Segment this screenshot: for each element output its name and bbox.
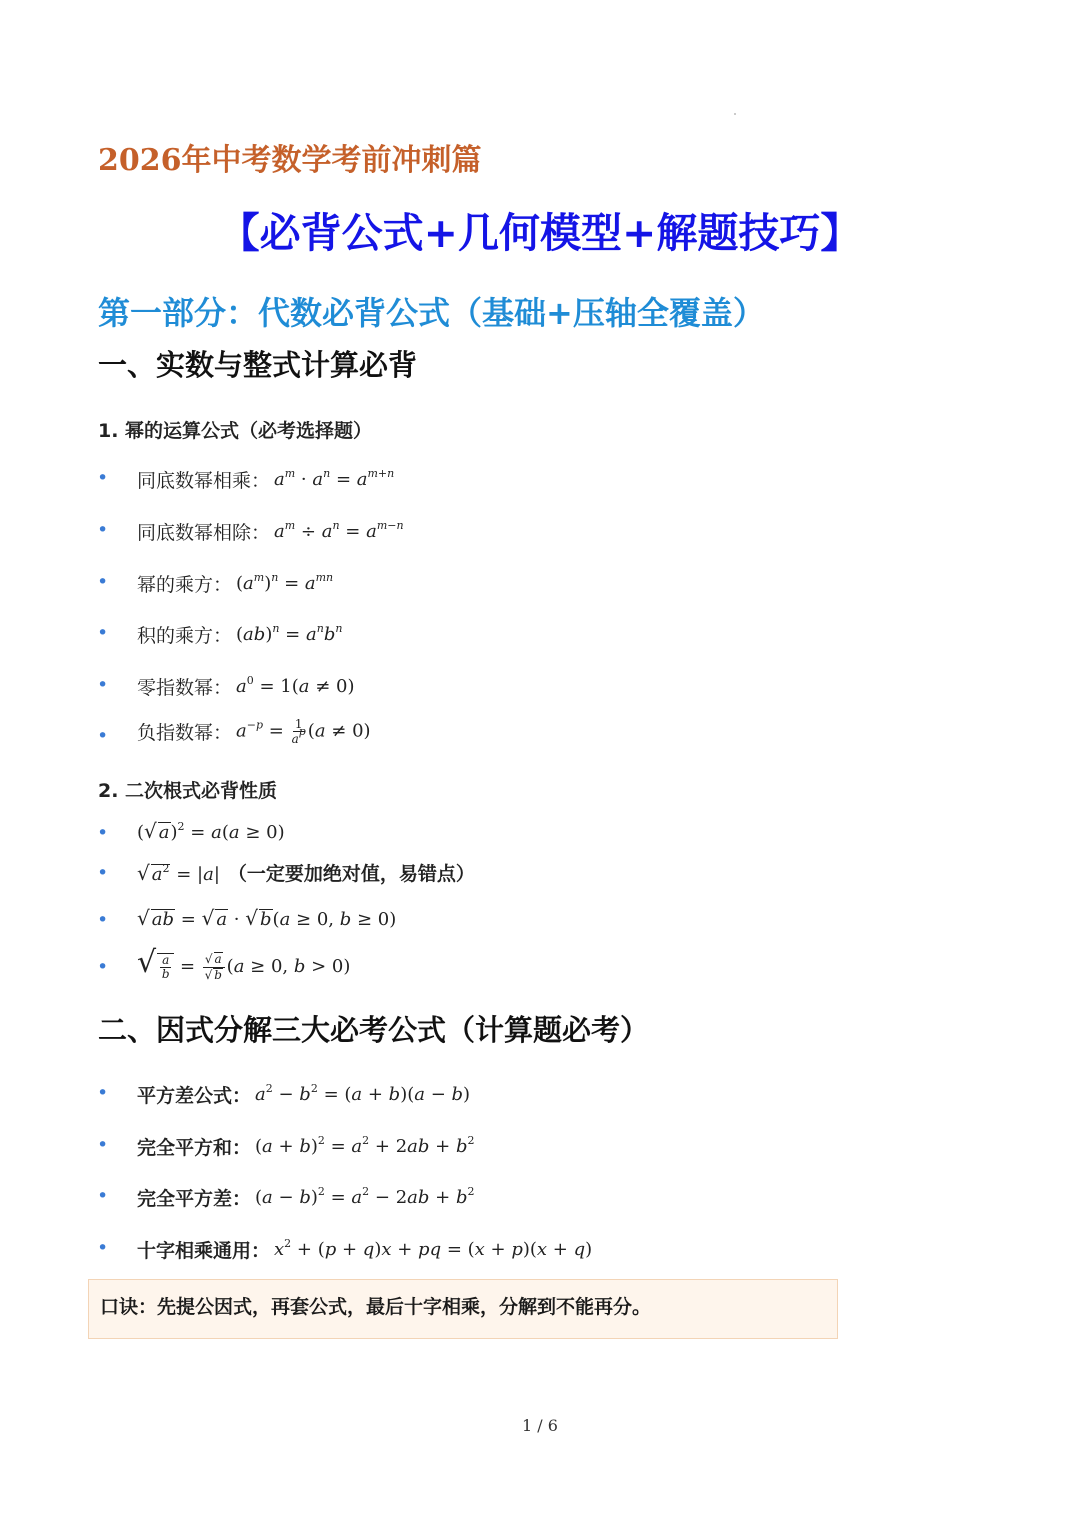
formula-label: 零指数幂： — [137, 677, 233, 699]
formula-label: 同底数幂相乘： — [137, 470, 271, 492]
page-number: 1 / 6 — [522, 1416, 558, 1435]
bullet-icon: • — [97, 1185, 109, 1207]
formula-label: 完全平方差： — [137, 1188, 252, 1210]
list-item — [137, 466, 394, 493]
formula-label: 幂的乘方： — [137, 574, 233, 596]
part-one-heading: 第一部分：代数必背公式（基础+压轴全覆盖） — [98, 294, 765, 332]
formula-power-of-product: $(ab)^n = a^nb^n$ — [236, 622, 343, 645]
bullet-icon: • — [97, 909, 109, 931]
formula-sqrt-squared: (√ a)$^2$ = a(a ≥ 0) — [137, 819, 285, 843]
list-item — [137, 718, 371, 745]
bullet-icon: • — [97, 956, 109, 978]
formula-label: 积的乘方： — [137, 625, 233, 647]
bullet-icon: • — [97, 1082, 109, 1104]
formula-label: 完全平方和： — [137, 1137, 252, 1159]
bullet-icon: • — [97, 622, 109, 644]
list-item — [137, 1184, 474, 1211]
formula-perfect-square-sum: $(a + b)^2 = a^2 + 2ab + b^2$ — [255, 1134, 475, 1157]
bullet-icon: • — [97, 725, 109, 747]
exponent-rules-heading: 1. 幂的运算公式（必考选择题） — [98, 420, 373, 442]
formula-negative-exponent: $a^{-p}$ = $\frac{1}{a^p}$ (a ≠ 0) — [236, 717, 371, 746]
list-item — [137, 1081, 470, 1108]
section-two-heading: 二、因式分解三大必考公式（计算题必考） — [98, 1013, 650, 1047]
bullet-icon: • — [97, 674, 109, 696]
formula-sqrt-of-square: √ $a^2 = |a|$ — [137, 860, 220, 885]
formula-same-base-multiply: $a^m \cdot a^n = a^{m+n}$ — [274, 467, 395, 490]
scan-dot — [734, 113, 736, 115]
formula-sqrt-product: √ ab = √ a · √ b(a ≥ 0, b ≥ 0) — [137, 906, 397, 930]
formula-label: 十字相乘通用： — [137, 1240, 271, 1262]
list-item — [137, 673, 355, 700]
list-item — [137, 859, 475, 886]
list-item — [137, 906, 396, 930]
list-item — [137, 1133, 474, 1160]
bullet-icon: • — [97, 822, 109, 844]
formula-power-of-power: $(a^m)^n = a^{mn}$ — [236, 571, 334, 594]
formula-label: 负指数幂： — [137, 722, 233, 745]
bullet-icon: • — [97, 1237, 109, 1259]
radical-properties-heading: 2. 二次根式必背性质 — [98, 780, 278, 802]
list-item — [137, 621, 342, 648]
formula-label: 平方差公式： — [137, 1085, 252, 1107]
document-main-title: 【必背公式+几何模型+解题技巧】 — [218, 209, 862, 257]
bullet-icon: • — [97, 519, 109, 541]
bullet-icon: • — [97, 862, 109, 884]
list-item — [137, 518, 404, 545]
error-prone-note: （一定要加绝对值，易错点） — [227, 863, 475, 885]
bullet-icon: • — [97, 467, 109, 489]
list-item — [137, 945, 350, 982]
bullet-icon: • — [97, 1134, 109, 1156]
formula-same-base-divide: $a^m \div a^n = a^{m-n}$ — [274, 519, 404, 542]
mnemonic-tip-text: 口诀：先提公因式，再套公式，最后十字相乘，分解到不能再分。 — [100, 1296, 652, 1318]
document-top-title: 2026年中考数学考前冲刺篇 — [98, 143, 482, 178]
formula-zero-exponent: $a^0 = 1(a \ne 0)$ — [236, 674, 355, 697]
formula-cross-multiplication: $x^2 + (p + q)x$ + pq = (x + p)(x + q) — [274, 1237, 593, 1260]
formula-difference-of-squares: $a^2 - b^2 = (a + b)(a - b)$ — [255, 1082, 471, 1105]
bullet-icon: • — [97, 571, 109, 593]
formula-perfect-square-difference: $(a - b)^2 = a^2 - 2ab + b^2$ — [255, 1185, 475, 1208]
list-item — [137, 819, 285, 843]
formula-label: 同底数幂相除： — [137, 522, 271, 544]
list-item — [137, 570, 333, 597]
section-one-heading: 一、实数与整式计算必背 — [98, 348, 418, 382]
formula-sqrt-quotient: √ $\frac{a}{b}$ = $\frac{√ a}{√ b}$ (a ≥ 0, b > 0) — [137, 945, 351, 982]
list-item — [137, 1236, 592, 1263]
